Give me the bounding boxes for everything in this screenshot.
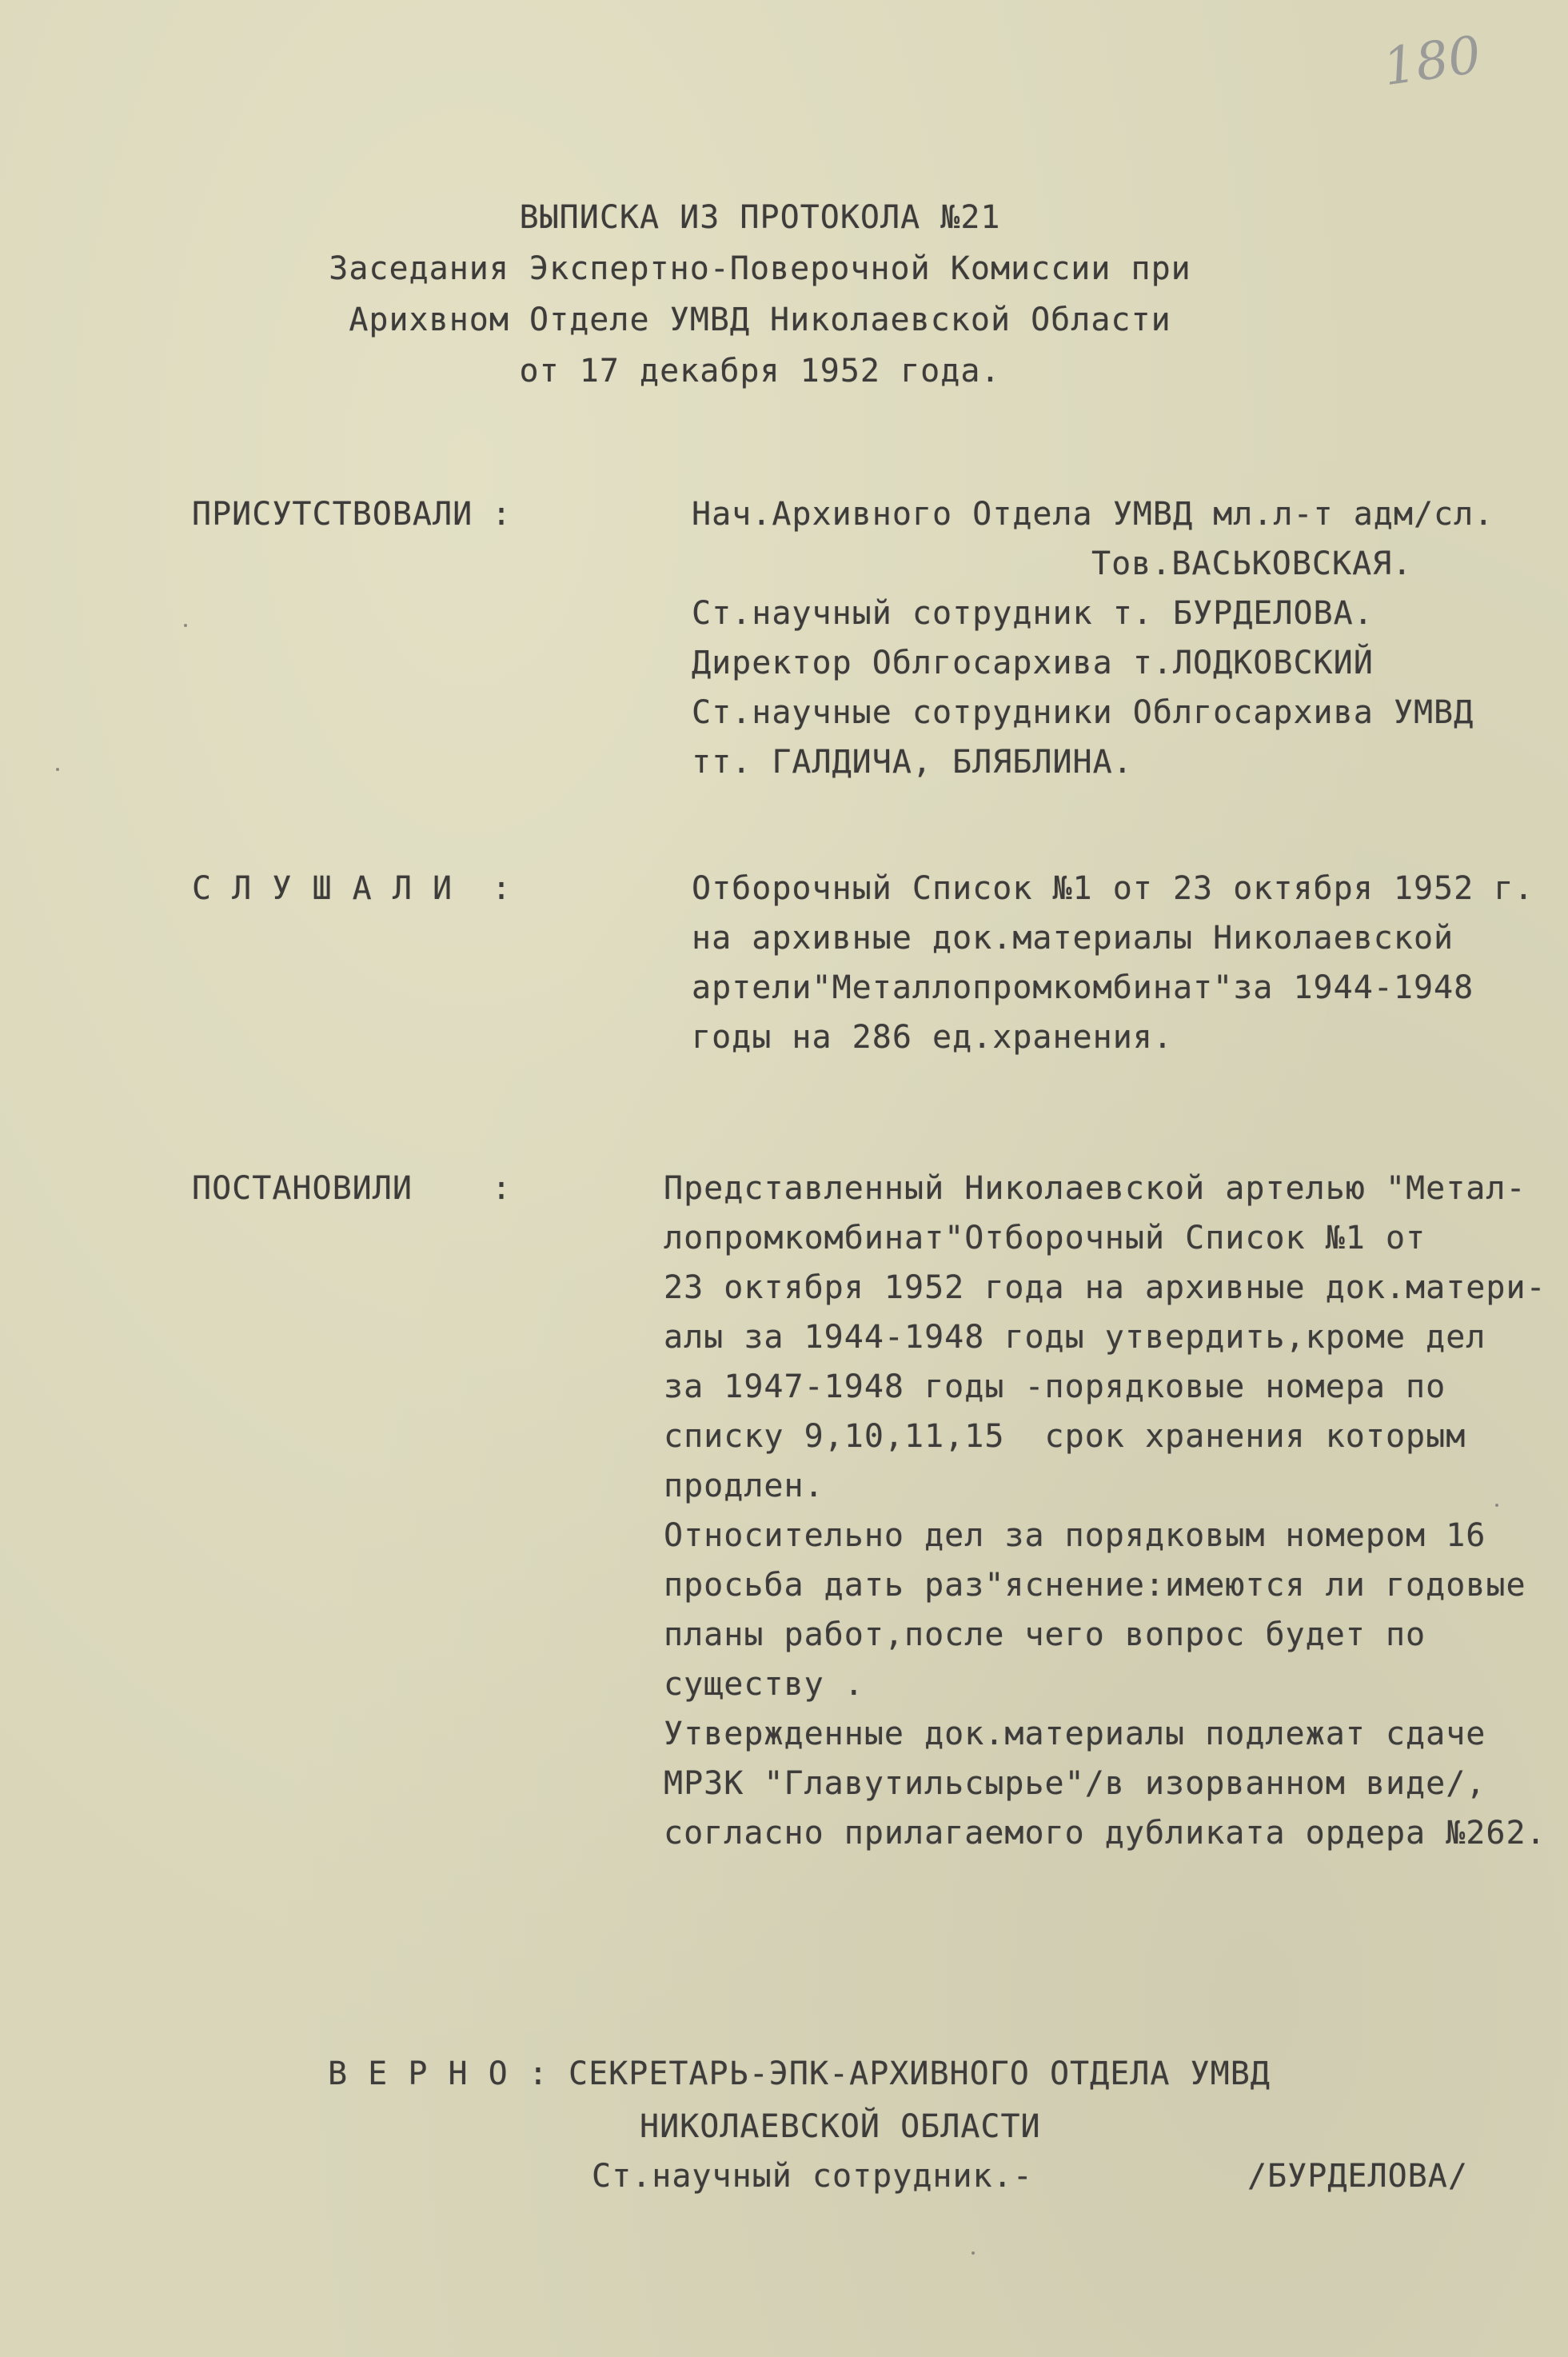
title-line-3: Арихвном Отделе УМВД Николаевской Области bbox=[349, 302, 1171, 338]
resolved-line: согласно прилагаемого дубликата ордера №262. bbox=[664, 1815, 1546, 1852]
present-label: ПРИСУТСТВОВАЛИ bbox=[192, 496, 473, 533]
resolved-line: списку 9,10,11,15 срок хранения которым bbox=[664, 1418, 1466, 1455]
present-line: Ст.научный сотрудник т. БУРДЕЛОВА. bbox=[692, 595, 1374, 632]
resolved-line: лопромкомбинат"Отборочный Список №1 от bbox=[664, 1220, 1426, 1256]
present-line: Директор Облгосархива т.ЛОДКОВСКИЙ bbox=[692, 645, 1374, 681]
resolved-line: Утвержденные док.материалы подлежат сдаче bbox=[664, 1716, 1486, 1752]
resolved-label: ПОСТАНОВИЛИ bbox=[192, 1170, 413, 1207]
resolved-line: МРЗК "Главутильсырье"/в изорванном виде/, bbox=[664, 1765, 1486, 1802]
paper-speck bbox=[184, 624, 187, 627]
signer-position: Ст.научный сотрудник.- bbox=[592, 2158, 1033, 2195]
present-list bbox=[692, 489, 1494, 787]
resolved-line: просьба дать раз"яснение:имеются ли годовые bbox=[664, 1567, 1526, 1604]
present-line: Нач.Архивного Отдела УМВД мл.л-т адм/сл. bbox=[692, 496, 1494, 533]
certification-line-2: НИКОЛАЕВСКОЙ ОБЛАСТИ bbox=[640, 2108, 1041, 2145]
resolved-line: Относительно дел за порядковым номером 16 bbox=[664, 1517, 1486, 1554]
paper-speck bbox=[972, 2251, 975, 2255]
certification-line-1: В Е Р Н О : СЕКРЕТАРЬ-ЭПК-АРХИВНОГО ОТДЕЛА УМВД bbox=[328, 2055, 1271, 2092]
heard-colon: : bbox=[492, 870, 513, 907]
document-title bbox=[0, 192, 1568, 397]
paper-speck bbox=[56, 768, 59, 771]
folio-number: 180 bbox=[1379, 25, 1485, 98]
signer-name: /БУРДЕЛОВА/ bbox=[1247, 2158, 1468, 2195]
heard-line: артели"Металлопромкомбинат"за 1944-1948 bbox=[692, 969, 1474, 1006]
present-colon: : bbox=[492, 496, 513, 533]
resolved-line: за 1947-1948 годы -порядковые номера по bbox=[664, 1368, 1446, 1405]
heard-line: годы на 286 ед.хранения. bbox=[692, 1019, 1173, 1056]
resolved-line: продлен. bbox=[664, 1468, 824, 1504]
certification-block bbox=[328, 2047, 1271, 2153]
heard-line: на архивные док.материалы Николаевской bbox=[692, 920, 1454, 957]
title-line-2: Заседания Экспертно-Поверочной Комиссии при bbox=[329, 250, 1191, 287]
title-line-1: ВЫПИСКА ИЗ ПРОТОКОЛА №21 bbox=[519, 199, 1001, 236]
title-line-4: от 17 декабря 1952 года. bbox=[519, 353, 1001, 390]
present-line: тт. ГАЛДИЧА, БЛЯБЛИНА. bbox=[692, 744, 1133, 781]
present-line: Ст.научные сотрудники Облгосархива УМВД bbox=[692, 694, 1474, 731]
resolved-text bbox=[664, 1164, 1546, 1858]
paper-speck bbox=[1495, 1504, 1498, 1507]
resolved-line: 23 октября 1952 года на архивные док.матери- bbox=[664, 1269, 1546, 1306]
heard-text bbox=[692, 864, 1534, 1062]
resolved-line: Представленный Николаевской артелью "Метал- bbox=[664, 1170, 1526, 1207]
heard-label: С Л У Ш А Л И bbox=[192, 870, 453, 907]
resolved-line: планы работ,после чего вопрос будет по bbox=[664, 1616, 1426, 1653]
heard-line: Отборочный Список №1 от 23 октября 1952 г. bbox=[692, 870, 1534, 907]
resolved-line: алы за 1944-1948 годы утвердить,кроме дел bbox=[664, 1319, 1486, 1356]
present-line: Тов.ВАСЬКОВСКАЯ. bbox=[1091, 545, 1413, 582]
resolved-colon: : bbox=[492, 1170, 513, 1207]
resolved-line: существу . bbox=[664, 1666, 864, 1703]
